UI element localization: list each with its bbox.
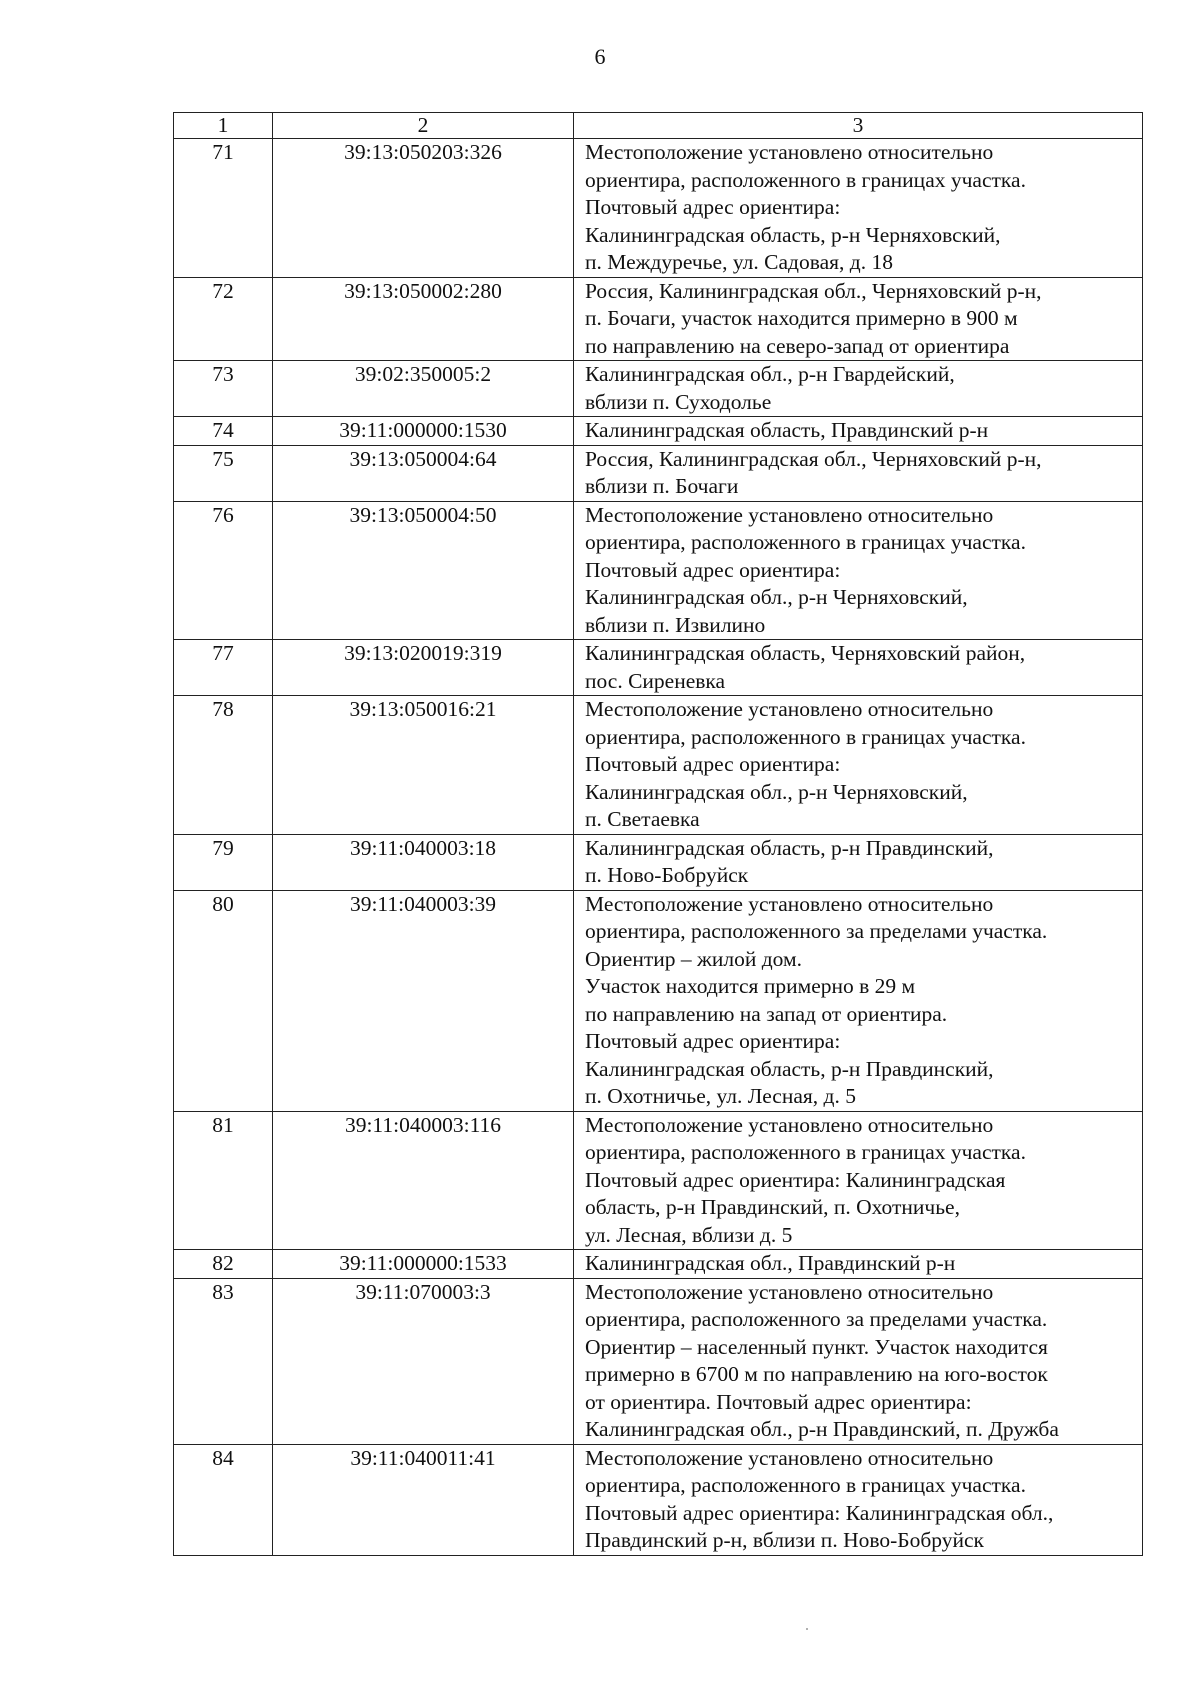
scan-speck — [806, 1628, 808, 1630]
table-row — [174, 361, 1143, 417]
table-row — [174, 445, 1143, 501]
row-number-cell: 77 — [174, 640, 273, 696]
address-cell: Калининградская область, р-н Правдинский, п. Ново-Бобруйск — [574, 834, 1143, 890]
column-header-cadastral: 2 — [273, 113, 574, 139]
address-cell: Местоположение установлено относительно ориентира, расположенного в границах участка. Почтовый адрес ориентира: Калининградская область, р-н Правдинский, п. Охотничье, ул. Лесная, вблизи д. 5 — [574, 1111, 1143, 1250]
table-row — [174, 277, 1143, 361]
cadastral-number-cell: 39:02:350005:2 — [273, 361, 574, 417]
table-body — [174, 113, 1143, 1556]
cadastral-number-cell: 39:11:000000:1533 — [273, 1250, 574, 1279]
row-number-cell: 80 — [174, 890, 273, 1111]
cadastral-number-cell: 39:11:070003:3 — [273, 1278, 574, 1444]
cadastral-number-cell: 39:13:050203:326 — [273, 139, 574, 278]
table-header-row — [174, 113, 1143, 139]
row-number-cell: 74 — [174, 417, 273, 446]
table-row — [174, 1111, 1143, 1250]
address-cell: Местоположение установлено относительно ориентира, расположенного в границах участка. Почтовый адрес ориентира: Калининградская обл., р-н Черняховский, вблизи п. Извилино — [574, 501, 1143, 640]
cadastral-number-cell: 39:11:040003:116 — [273, 1111, 574, 1250]
row-number-cell: 76 — [174, 501, 273, 640]
land-plots-table — [173, 112, 1143, 1556]
row-number-cell: 82 — [174, 1250, 273, 1279]
table-row — [174, 1444, 1143, 1555]
row-number-cell: 83 — [174, 1278, 273, 1444]
address-cell: Местоположение установлено относительно ориентира, расположенного в границах участка. Почтовый адрес ориентира: Калининградская обл., р-н Черняховский, п. Светаевка — [574, 696, 1143, 835]
row-number-cell: 79 — [174, 834, 273, 890]
row-number-cell: 84 — [174, 1444, 273, 1555]
cadastral-number-cell: 39:13:050004:64 — [273, 445, 574, 501]
address-cell: Россия, Калининградская обл., Черняховский р-н, вблизи п. Бочаги — [574, 445, 1143, 501]
table-row — [174, 890, 1143, 1111]
table-row — [174, 1250, 1143, 1279]
cadastral-number-cell: 39:11:000000:1530 — [273, 417, 574, 446]
column-header-address: 3 — [574, 113, 1143, 139]
address-cell: Калининградская обл., Правдинский р-н — [574, 1250, 1143, 1279]
address-cell: Калининградская область, Черняховский район, пос. Сиреневка — [574, 640, 1143, 696]
cadastral-number-cell: 39:13:050002:280 — [273, 277, 574, 361]
address-cell: Местоположение установлено относительно ориентира, расположенного в границах участка. Почтовый адрес ориентира: Калининградская обл., Правдинский р-н, вблизи п. Ново-Бобруйск — [574, 1444, 1143, 1555]
table-row — [174, 139, 1143, 278]
address-cell: Местоположение установлено относительно ориентира, расположенного в границах участка. Почтовый адрес ориентира: Калининградская область, р-н Черняховский, п. Междуречье, ул. Садовая, д. 18 — [574, 139, 1143, 278]
cadastral-number-cell: 39:11:040003:18 — [273, 834, 574, 890]
row-number-cell: 81 — [174, 1111, 273, 1250]
table-row — [174, 1278, 1143, 1444]
table-row — [174, 696, 1143, 835]
cadastral-number-cell: 39:13:050016:21 — [273, 696, 574, 835]
address-cell: Россия, Калининградская обл., Черняховский р-н, п. Бочаги, участок находится примерно в 900 м по направлению на северо-запад от ориентира — [574, 277, 1143, 361]
address-cell: Калининградская обл., р-н Гвардейский, вблизи п. Суходолье — [574, 361, 1143, 417]
row-number-cell: 71 — [174, 139, 273, 278]
cadastral-number-cell: 39:11:040003:39 — [273, 890, 574, 1111]
row-number-cell: 78 — [174, 696, 273, 835]
cadastral-number-cell: 39:11:040011:41 — [273, 1444, 574, 1555]
address-cell: Местоположение установлено относительно ориентира, расположенного за пределами участка. Ориентир – населенный пункт. Участок находится примерно в 6700 м по направлению на юго-восток от ориентира. Почтовый адрес ориентира: Калининградская обл., р-н Правдинский, п. Дружба — [574, 1278, 1143, 1444]
table-row — [174, 834, 1143, 890]
table-row — [174, 501, 1143, 640]
address-cell: Местоположение установлено относительно ориентира, расположенного за пределами участка. Ориентир – жилой дом. Участок находится примерно в 29 м по направлению на запад от ориентира. Почтовый адрес ориентира: Калининградская область, р-н Правдинский, п. Охотничье, ул. Лесная, д. 5 — [574, 890, 1143, 1111]
column-header-number: 1 — [174, 113, 273, 139]
cadastral-number-cell: 39:13:050004:50 — [273, 501, 574, 640]
row-number-cell: 73 — [174, 361, 273, 417]
address-cell: Калининградская область, Правдинский р-н — [574, 417, 1143, 446]
row-number-cell: 72 — [174, 277, 273, 361]
cadastral-number-cell: 39:13:020019:319 — [273, 640, 574, 696]
page-number: 6 — [594, 44, 606, 69]
row-number-cell: 75 — [174, 445, 273, 501]
table-row — [174, 640, 1143, 696]
table-row — [174, 417, 1143, 446]
